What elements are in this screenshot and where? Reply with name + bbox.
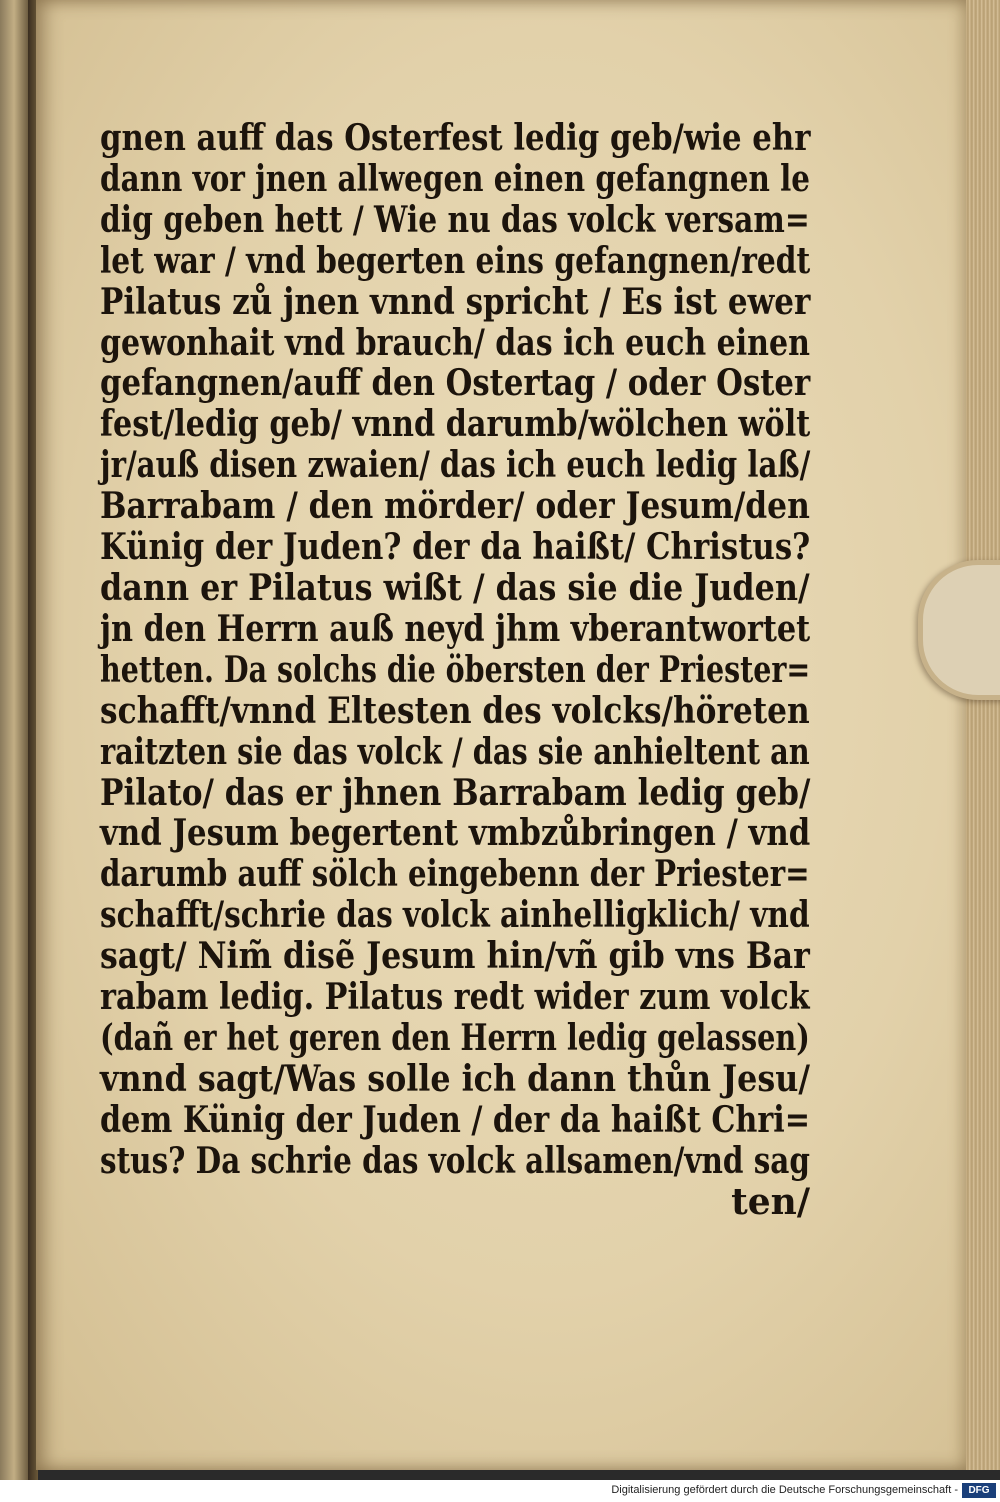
dfg-logo-icon: DFG xyxy=(962,1483,996,1498)
text-line: dem Künig der Juden / der da haißt Chri= xyxy=(100,1098,811,1141)
text-line: vnd Jesum begertent vmbzůbringen / vnd xyxy=(100,812,811,855)
text-line: darumb auff sölch eingebenn der Priester= xyxy=(100,853,810,896)
text-line: gewonhait vnd brauch/ das ich euch einen xyxy=(100,321,810,364)
footer-credit: Digitalisierung gefördert durch die Deutsche Forschungsgemeinschaft - xyxy=(611,1484,958,1496)
text-line: stus? Da schrie das volck allsamen/vnd sag xyxy=(100,1139,810,1182)
right-page-edges xyxy=(966,0,1000,1470)
text-line: rabam ledig. Pilatus redt wider zum volck xyxy=(100,976,810,1019)
text-line: schafft/vnnd Eltesten des volcks/höreten xyxy=(100,689,810,732)
text-line: dig geben hett / Wie nu das volck versam= xyxy=(100,198,810,241)
text-line: gefangnen/auff den Ostertag / oder Oster xyxy=(100,362,811,405)
text-line: hetten. Da solchs die öbersten der Priester= xyxy=(100,648,811,691)
text-line: dann vor jnen allwegen einen gefangnen le xyxy=(100,157,810,200)
digitization-footer xyxy=(0,1480,1000,1502)
text-line: Barrabam / den mörder/ oder Jesum/den xyxy=(100,485,810,528)
text-line: jn den Herrn auß neyd jhm vberantwortet xyxy=(100,607,811,650)
catchword: ten/ xyxy=(731,1181,810,1223)
text-line: Künig der Juden? der da haißt/ Christus? xyxy=(100,526,811,569)
text-line: sagt/ Nim̃ disẽ Jesum hin/vñ gib vns Bar xyxy=(100,935,810,978)
text-line: fest/ledig geb/ vnnd darumb/wölchen wölt xyxy=(100,403,811,446)
text-line: let war / vnd begerten eins gefangnen/redt xyxy=(100,239,811,282)
text-line: dann er Pilatus wißt / das sie die Juden/ xyxy=(100,566,810,609)
text-line: raitzten sie das volck / das sie anhieltent an xyxy=(100,730,810,773)
text-line: Pilatus zů jnen vnnd spricht / Es ist ewer xyxy=(100,280,811,323)
left-page-edge xyxy=(0,0,28,1480)
text-line: Pilato/ das er jhnen Barrabam ledig geb/ xyxy=(100,771,811,814)
text-line: (dañ er het geren den Herrn ledig gelassen) xyxy=(100,1016,810,1059)
text-line: gnen auff das Osterfest ledig geb/wie ehr xyxy=(100,117,811,159)
text-line: schafft/schrie das volck ainhelligklich/ vnd xyxy=(100,894,810,937)
text-line: jr/auß disen zwaien/ das ich euch ledig laß/ xyxy=(100,444,811,487)
text-line: vnnd sagt/Was solle ich dann thůn Jesu/ xyxy=(100,1057,810,1100)
page-text xyxy=(100,118,810,1222)
